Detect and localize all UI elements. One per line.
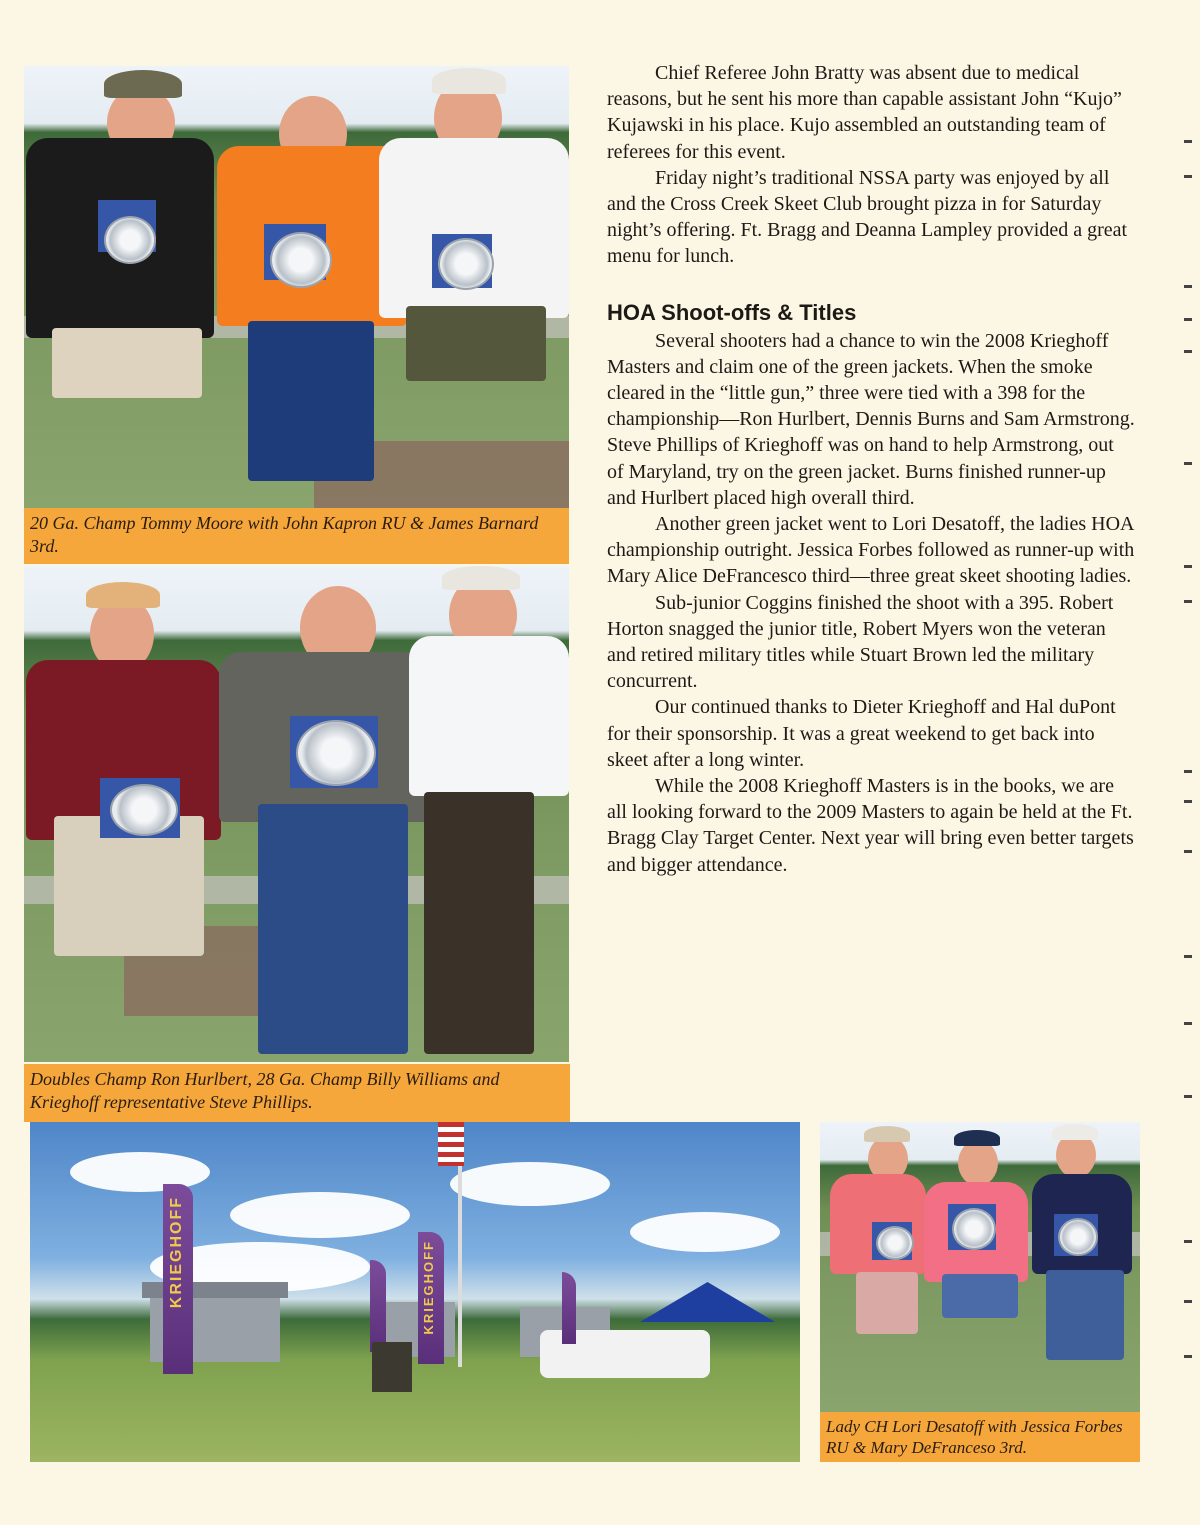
article-paragraph-2: Friday night’s traditional NSSA party was enjoyed by all and the Cross Creek Skeet Club brought pizza in for Saturday night’s offering. Ft. Bragg and Deanna Lampley provided a great menu for lunch.: [607, 166, 1128, 268]
article-paragraph-7: While the 2008 Krieghoff Masters is in the books, we are all looking forward to the 2009 Masters to again be held at the Ft. Bragg Clay Target Center. Next year will bring even better targets and bigger attendance.: [607, 775, 1134, 876]
banner-right: [562, 1272, 576, 1344]
article-paragraph-6: Our continued thanks to Dieter Krieghoff and Hal duPont for their sponsorship. It was a great weekend to get back into skeet after a long winter.: [607, 696, 1116, 771]
photo-lady-champions: [820, 1122, 1140, 1412]
photo2-caption: Doubles Champ Ron Hurlbert, 28 Ga. Champ Billy Williams and Krieghoff representative Steve Phillips.: [24, 1064, 570, 1122]
canopy-tent: [640, 1282, 775, 1322]
article-paragraph-3: Several shooters had a chance to win the 2008 Krieghoff Masters and claim one of the green jackets. When the smoke cleared in the “little gun,” three were tied with a 398 for the championship—Ron Hurlbert, Dennis Burns and Sam Armstrong. Steve Phillips of Krieghoff was on hand to help Armstrong, out of Maryland, try on the green jacket. Burns finished runner-up and Hurlbert placed high overall third.: [607, 329, 1135, 509]
article-paragraph-1: Chief Referee John Bratty was absent due to medical reasons, but he sent his more than capable assistant John “Kujo” Kujawski in his place. Kujo assembled an outstanding team of referees for this event.: [607, 62, 1122, 163]
banner-middle-text: KRIEGHOFF: [421, 1240, 436, 1335]
photo-20ga-champions: [24, 66, 569, 508]
article-paragraph-4: Another green jacket went to Lori Desatoff, the ladies HOA championship outright. Jessica Forbes followed as runner-up with Mary Alice DeFrancesco third—three great skeet shooting ladies.: [607, 513, 1135, 588]
article-text: [607, 60, 1135, 878]
banner-small: [370, 1260, 386, 1352]
photo-range-landscape: [30, 1122, 800, 1462]
sign-post: [372, 1342, 412, 1392]
margin-marks: [1180, 0, 1200, 1525]
banner-left-text: KRIEGHOFF: [168, 1196, 185, 1309]
photo1-caption: 20 Ga. Champ Tommy Moore with John Kapron RU & James Barnard 3rd.: [24, 508, 569, 564]
photo4-caption: Lady CH Lori Desatoff with Jessica Forbes RU & Mary DeFranceso 3rd.: [820, 1412, 1140, 1462]
article-paragraph-5: Sub-junior Coggins finished the shoot with a 395. Robert Horton snagged the junior title, Robert Myers won the veteran and retired military titles while Stuart Brown led the military concurrent.: [607, 591, 1114, 693]
section-heading: HOA Shoot-offs & Titles: [607, 299, 857, 325]
banner-middle: [418, 1232, 444, 1364]
banner-left: [163, 1184, 193, 1374]
us-flag: [438, 1122, 464, 1166]
photo-doubles-28ga-champions: [24, 566, 569, 1062]
